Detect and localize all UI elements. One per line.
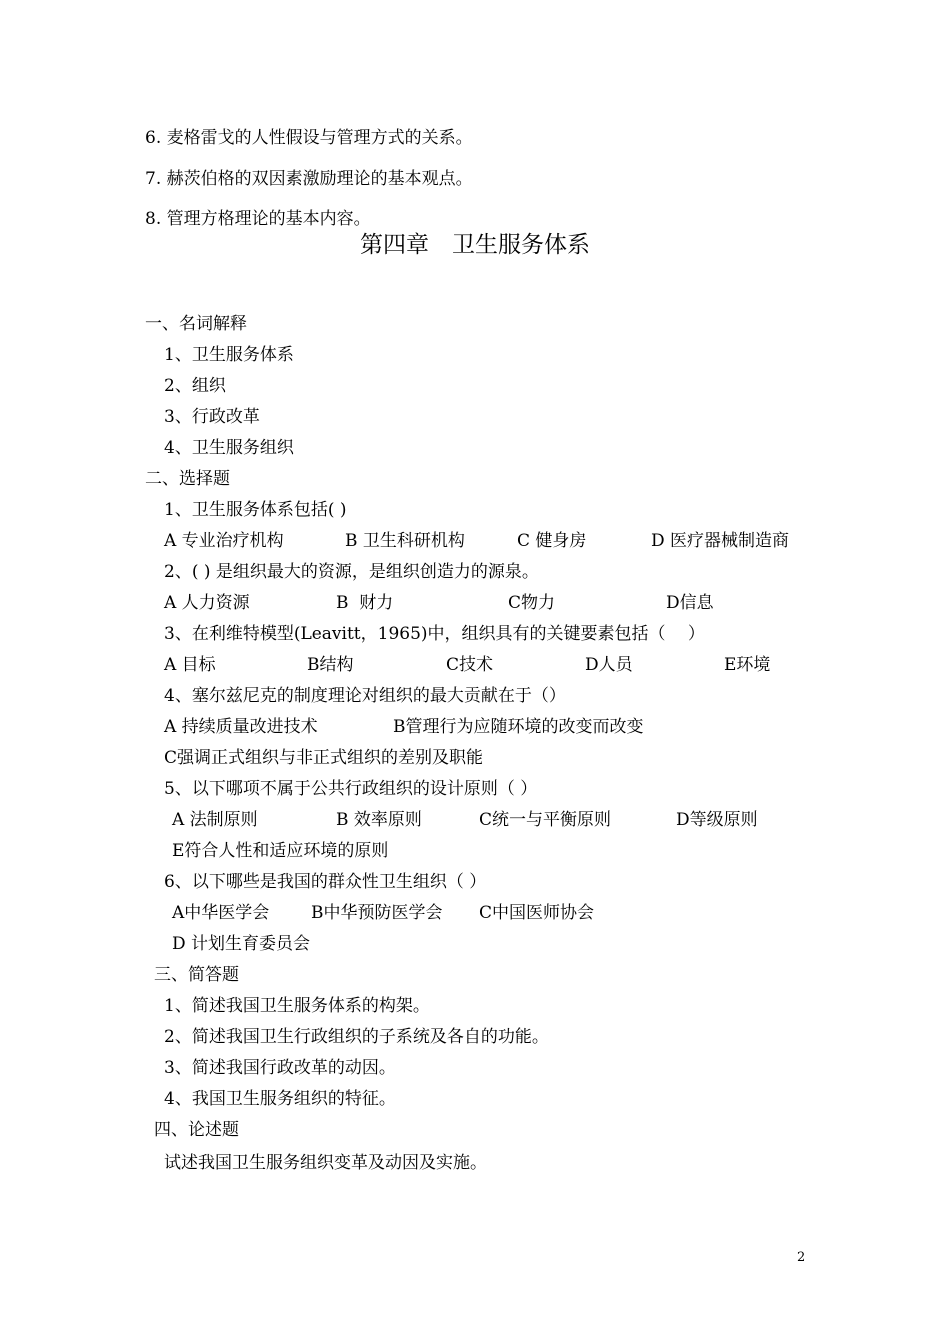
section-heading-essay: 四、论述题 [154, 1120, 239, 1140]
option: C 健身房 [517, 531, 587, 551]
option: B结构 [307, 655, 354, 675]
short-answer-item: 2、简述我国卫生行政组织的子系统及各自的功能。 [164, 1027, 549, 1047]
short-answer-item: 4、我国卫生服务组织的特征。 [164, 1089, 396, 1109]
option: B 效率原则 [336, 810, 422, 830]
section-heading-choice: 二、选择题 [145, 469, 230, 489]
option: A 目标 [164, 655, 216, 675]
essay-item: 试述我国卫生服务组织变革及动因及实施。 [164, 1153, 487, 1173]
section-heading-terms: 一、名词解释 [145, 314, 247, 334]
option: C中国医师协会 [479, 903, 595, 923]
question-5: 5、以下哪项不属于公共行政组织的设计原则（ ） [164, 779, 538, 799]
option: D 医疗器械制造商 [651, 531, 790, 551]
short-answer-item: 3、简述我国行政改革的动因。 [164, 1058, 396, 1078]
page-number: 2 [797, 1250, 806, 1265]
option: C物力 [508, 593, 556, 613]
question-3: 3、在利维特模型(Leavitt，1965)中，组织具有的关键要素包括（ ） [164, 624, 705, 644]
term-item: 1、卫生服务体系 [164, 345, 294, 365]
option: D人员 [585, 655, 633, 675]
option: B中华预防医学会 [311, 903, 443, 923]
option: E符合人性和适应环境的原则 [172, 841, 389, 861]
option: B管理行为应随环境的改变而改变 [393, 717, 644, 737]
short-answer-item: 1、简述我国卫生服务体系的构架。 [164, 996, 430, 1016]
option: A 人力资源 [164, 593, 250, 613]
option: A 专业治疗机构 [164, 531, 284, 551]
term-item: 2、组织 [164, 376, 226, 396]
term-item: 4、卫生服务组织 [164, 438, 294, 458]
option: D等级原则 [676, 810, 758, 830]
option: C强调正式组织与非正式组织的差别及职能 [164, 748, 484, 768]
option: C统一与平衡原则 [479, 810, 612, 830]
option: C技术 [446, 655, 494, 675]
top-item-8: 8. 管理方格理论的基本内容。 [145, 209, 371, 229]
option: B 财力 [336, 593, 394, 613]
section-heading-short-answer: 三、简答题 [154, 965, 239, 985]
option: E环境 [724, 655, 771, 675]
option: A中华医学会 [172, 903, 270, 923]
chapter-title: 第四章 卫生服务体系 [360, 232, 590, 258]
question-4: 4、塞尔兹尼克的制度理论对组织的最大贡献在于（） [164, 686, 566, 706]
option: B 卫生科研机构 [345, 531, 465, 551]
option: A 持续质量改进技术 [164, 717, 318, 737]
option: D 计划生育委员会 [172, 934, 311, 954]
top-item-6: 6. 麦格雷戈的人性假设与管理方式的关系。 [145, 128, 473, 148]
term-item: 3、行政改革 [164, 407, 260, 427]
question-1: 1、卫生服务体系包括( ) [164, 500, 347, 520]
option: A 法制原则 [172, 810, 258, 830]
option: D信息 [666, 593, 714, 613]
question-6: 6、以下哪些是我国的群众性卫生组织（ ） [164, 872, 487, 892]
question-2: 2、( ) 是组织最大的资源，是组织创造力的源泉。 [164, 562, 539, 582]
top-item-7: 7. 赫茨伯格的双因素激励理论的基本观点。 [145, 169, 473, 189]
